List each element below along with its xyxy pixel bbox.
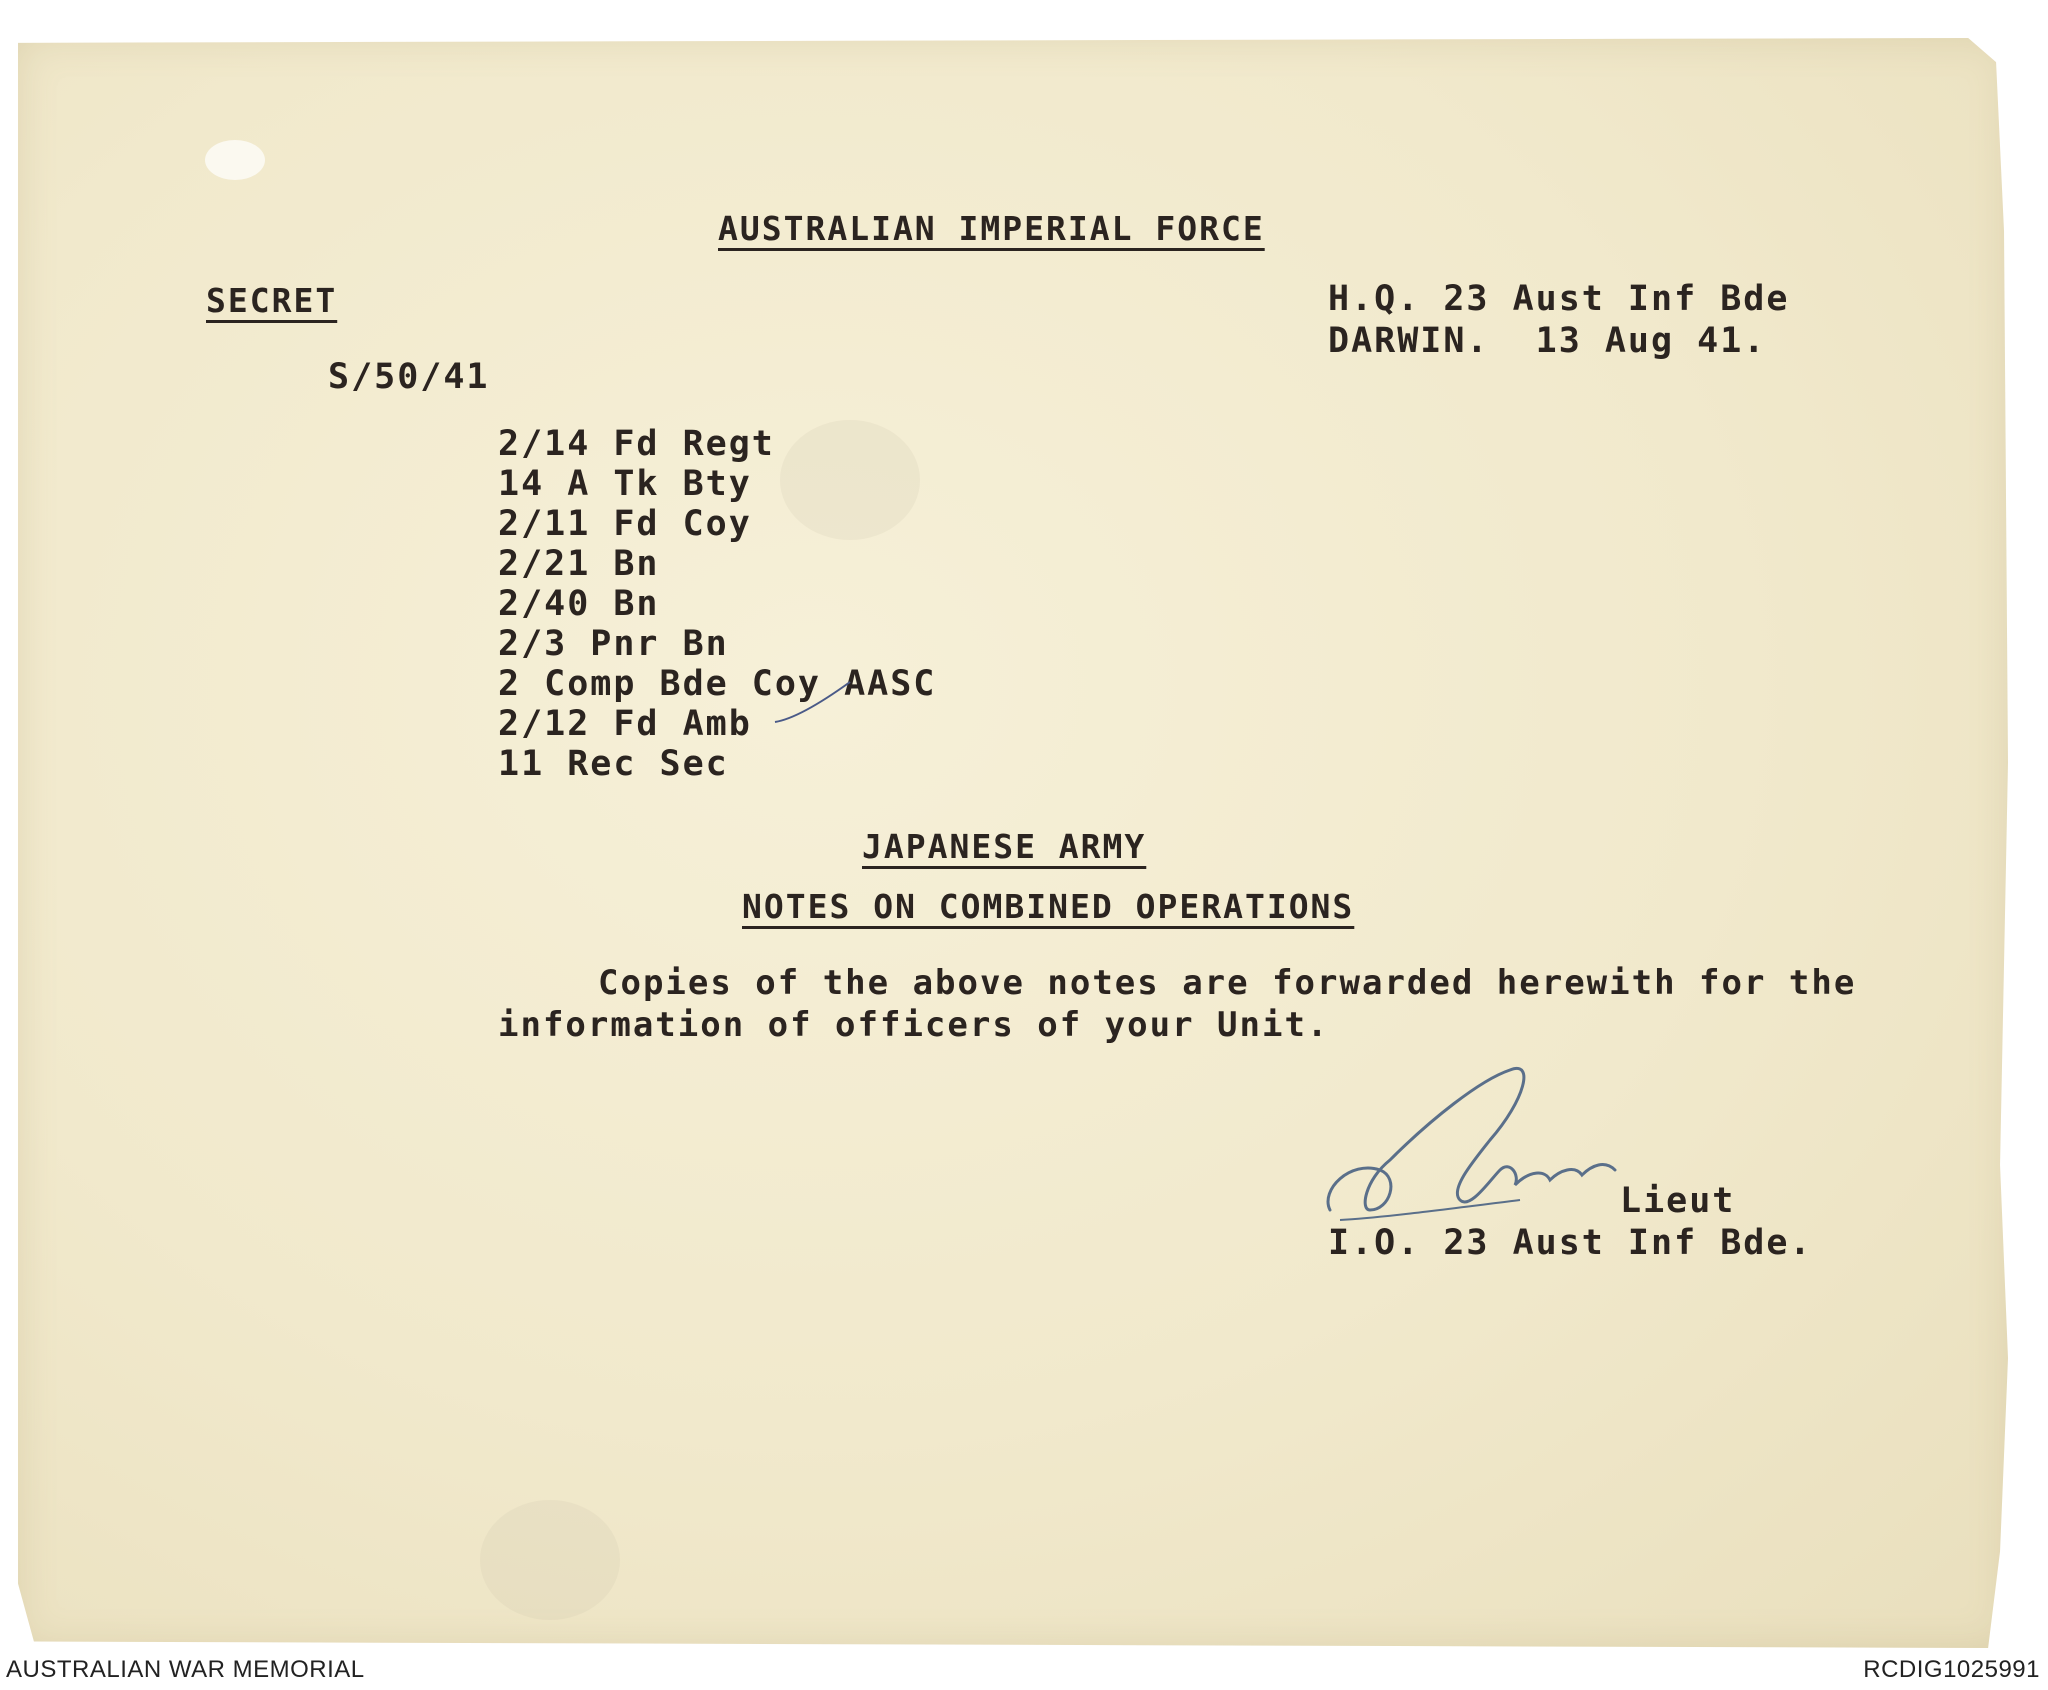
origin-line-2: DARWIN. 13 Aug 41.	[1328, 321, 1767, 361]
addressee-item: 2/14 Fd Regt	[498, 424, 775, 464]
addressee-item: 14 A Tk Bty	[498, 464, 752, 504]
stain-mark	[205, 140, 265, 180]
addressee-item: 2/3 Pnr Bn	[498, 624, 729, 664]
handwritten-signature	[1320, 1060, 1630, 1240]
addressee-item: 2 Comp Bde Coy AASC	[498, 664, 937, 704]
addressee-item: 2/40 Bn	[498, 584, 660, 624]
origin-line-1: H.Q. 23 Aust Inf Bde	[1328, 279, 1790, 319]
addressee-item: 2/21 Bn	[498, 544, 660, 584]
footer-catalog-id: RCDIG1025991	[1863, 1656, 2040, 1683]
stain-mark	[480, 1500, 620, 1620]
subject-line-2: NOTES ON COMBINED OPERATIONS	[742, 887, 1355, 926]
pen-tick-mark	[770, 670, 860, 730]
classification-label: SECRET	[206, 281, 338, 320]
addressee-item: 11 Rec Sec	[498, 744, 729, 784]
addressee-item: 2/11 Fd Coy	[498, 504, 752, 544]
subject-line-1: JAPANESE ARMY	[862, 827, 1147, 866]
addressee-item: 2/12 Fd Amb	[498, 704, 752, 744]
footer-source-label: AUSTRALIAN WAR MEMORIAL	[6, 1656, 365, 1683]
signatory-rank: Lieut	[1620, 1181, 1736, 1221]
document-title: AUSTRALIAN IMPERIAL FORCE	[718, 209, 1265, 248]
body-paragraph: Copies of the above notes are forwarded herewith for the information of officers of your Unit.	[498, 963, 1857, 1045]
addressee-list	[498, 424, 936, 784]
reference-number: S/50/41	[328, 357, 490, 397]
signatory-title: I.O. 23 Aust Inf Bde.	[1328, 1223, 1813, 1263]
